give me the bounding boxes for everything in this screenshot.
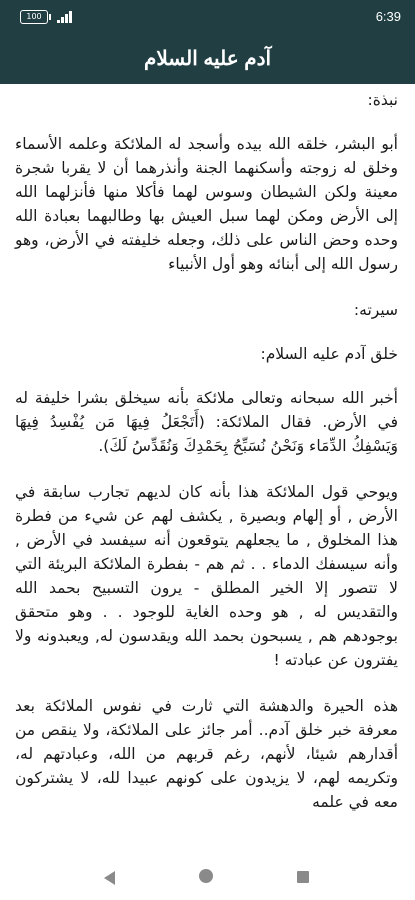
back-triangle-icon[interactable] (104, 871, 115, 885)
status-bar (0, 0, 415, 34)
section-heading-summary: نبذة: (367, 91, 398, 109)
section-heading-creation: خلق آدم عليه السلام: (260, 345, 398, 363)
article-content[interactable] (0, 84, 415, 854)
status-icons (20, 10, 72, 24)
home-circle-icon[interactable] (199, 869, 213, 883)
signal-icon (57, 11, 72, 23)
article-paragraph: أخبر الله سبحانه وتعالى ملائكة بأنه سيخلق بشرا خليفة له في الأرض. فقال الملائكة: (أَتَجْعَلُ فِيهَا مَن يُفْسِدُ فِيهَا وَيَسْفِكُ الدِّمَاء وَنَحْنُ نُسَبِّحُ بِحَمْدِكَ وَنُقَدِّسُ لَكَ). (15, 389, 398, 455)
battery-icon: 100 (20, 10, 48, 24)
section-heading-biography: سيرته: (353, 301, 398, 319)
page-title: آدم عليه السلام (143, 48, 272, 70)
article-paragraph: ويوحي قول الملائكة هذا بأنه كان لديهم تجارب سابقة في الأرض , أو إلهام وبصيرة , يكشف لهم عن شيء من فطرة هذا المخلوق , ما يجعلهم يتوقعون أنه سيفسد في الأرض , وأنه سيسفك الدماء . . ثم هم - بفطرة الملائكة البريئة التي لا تتصور إلا الخير المطلق - يرون التسبيح بحمد الله والتقديس له , هو وحده الغاية للوجود . . وهو متحقق بوجودهم هم , يسبحون بحمد الله ويقدسون له, ويعبدونه ولا يفترون عن عبادته ! (15, 483, 398, 669)
recent-square-icon[interactable] (297, 871, 309, 883)
article-paragraph: أبو البشر، خلقه الله بيده وأسجد له الملائكة وعلمه الأسماء وخلق له زوجته وأسكنهما الجنة وأنذرهما أن لا يقربا شجرة معينة ولكن الشيطان وسوس لهما فأكلا منها فأنزلهما الله إلى الأرض ومكن لهما سبل العيش بها وطالبهما بعبادة الله وحده وحض الناس على ذلك، وجعله خليفته في الأرض، وهو رسول الله إلى أبنائه وهو أول الأنبياء (15, 135, 398, 273)
status-time: 6:39 (375, 9, 401, 24)
app-title-bar (0, 34, 415, 84)
article-paragraph: هذه الحيرة والدهشة التي ثارت في نفوس الملائكة بعد معرفة خبر خلق آدم.. أمر جائز على الملائكة، ولا ينقص من أقدارهم شيئا، لأنهم، رغم قربهم من الله، وعبادتهم له، وتكريمه لهم، لا يزيدون على كونهم عبيدا لله، لا يشتركون معه في علمه (15, 697, 398, 811)
system-navigation-bar (0, 854, 415, 900)
